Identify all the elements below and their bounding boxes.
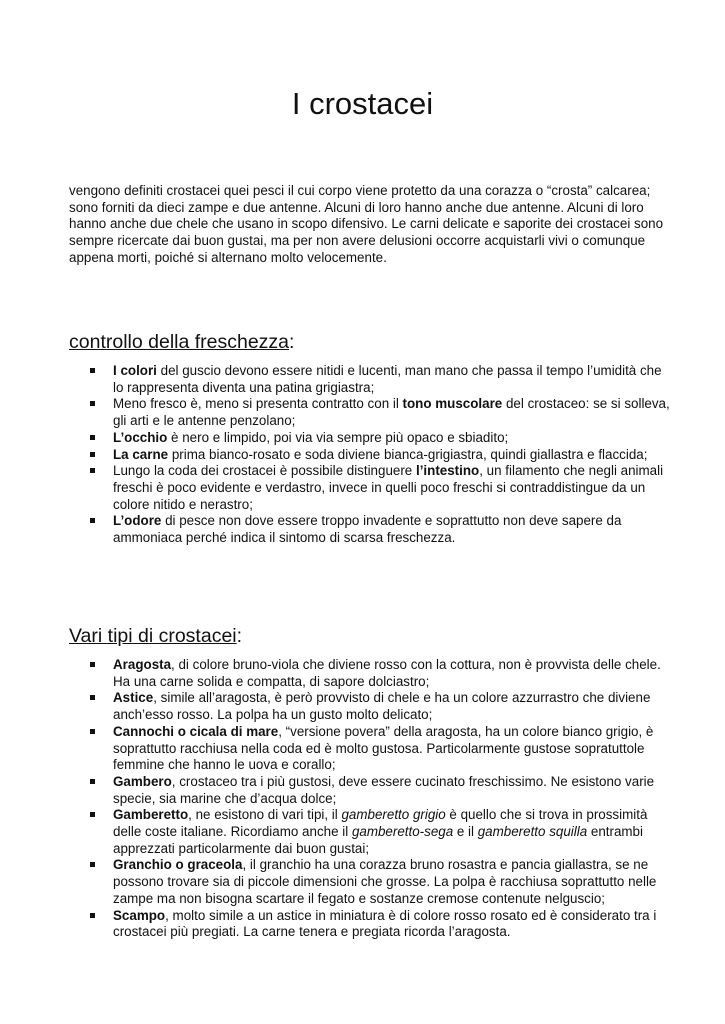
item-text: prima bianco-rosato e soda diviene bianca-grigiastra, quindi giallastra e flaccida;	[168, 446, 648, 462]
list-item	[113, 908, 673, 941]
list-item	[113, 690, 673, 723]
item-term: I colori	[113, 363, 157, 378]
bullet-icon	[90, 452, 95, 457]
page-title: I crostacei	[291, 86, 434, 121]
bullet-icon	[90, 779, 95, 784]
list-item	[113, 774, 673, 807]
item-text: del guscio devono essere nitidi e lucenti, man mano che passa il tempo l’umidità che lo rappresenta diventa una patina grigiastra;	[113, 363, 662, 395]
bullet-icon	[90, 518, 95, 523]
list-item	[113, 447, 673, 464]
section-heading-freshness-text: controllo della freschezza	[69, 331, 290, 353]
item-italic: gamberetto grigio	[341, 807, 446, 823]
item-term: Cannochi o cicala di mare	[113, 723, 279, 739]
list-item	[113, 463, 673, 513]
list-item	[113, 363, 673, 396]
item-term: Granchio o graceola	[113, 857, 243, 873]
item-text: e il	[453, 824, 478, 840]
item-term: Aragosta	[113, 657, 172, 672]
list-item	[113, 857, 673, 907]
freshness-list	[113, 363, 673, 547]
bullet-icon	[90, 812, 95, 817]
item-term: Scampo	[113, 907, 166, 923]
item-italic: gamberetto-sega	[351, 824, 454, 840]
item-text: , “versione povera” della aragosta, ha un colore bianco grigio, è soprattutto racchiusa nella coda ed è molto gustosa. Particolarmente gustose sopratuttole femmine che hanno le uova e corallo;	[113, 723, 654, 773]
list-item	[113, 430, 673, 447]
section-heading-types	[69, 624, 242, 648]
item-term: L’occhio	[113, 429, 168, 445]
list-item	[113, 657, 673, 690]
item-text: Lungo la coda dei crostacei è possibile distinguere	[113, 463, 416, 479]
item-text: è nero e limpido, poi via via sempre più opaco e sbiadito;	[167, 429, 509, 445]
item-term: L’odore	[113, 513, 162, 529]
item-term: tono muscolare	[402, 396, 503, 412]
item-text: , un filamento che negli animali freschi è poco evidente e verdastro, invece in quelli poco freschi si contraddistingue da un colore nitido e nerastro;	[113, 463, 664, 512]
section-heading-types-text: Vari tipi di crostacei	[69, 625, 237, 647]
list-item	[113, 396, 673, 429]
heading-colon: :	[236, 625, 243, 647]
section-heading-freshness	[69, 330, 294, 354]
item-text: , il granchio ha una corazza bruno rosastra e pancia giallastra, se ne possono trovare sia di piccole dimensioni che grosse. La polpa è racchiusa soprattutto nelle zampe ma non bisogna scartare il fegato e sostanze cremose contenute nelguscio;	[113, 857, 657, 906]
bullet-icon	[90, 468, 95, 473]
types-list	[113, 657, 673, 941]
item-term: La carne	[113, 446, 169, 462]
bullet-icon	[90, 695, 95, 700]
bullet-icon	[90, 662, 95, 667]
item-text: , di colore bruno-viola che diviene rosso con la cottura, non è provvista delle chele. Ha una carne solida e compatta, di sapore dolciastro;	[113, 657, 661, 689]
item-italic: gamberetto squilla	[477, 824, 588, 840]
bullet-icon	[90, 862, 95, 867]
intro-paragraph: vengono definiti crostacei quei pesci il cui corpo viene protetto da una corazza o “crosta” calcarea; sono forniti da dieci zampe e due antenne. Alcuni di loro hanno anche due antenne. Alcuni di loro hanno anche due chele che usano in scopo difensivo. Le carni delicate e saporite dei crostacei sono sempre ricercate dai buon gustai, ma per non avere delusioni occorre acquistarli vivi o comunque appena morti, poiché si alternano molto velocemente.	[69, 183, 664, 265]
item-text: del crostaceo: se si solleva, gli arti e le antenne penzolano;	[113, 396, 670, 429]
heading-colon: :	[289, 331, 295, 353]
bullet-icon	[90, 368, 95, 373]
item-text: , molto simile a un astice in miniatura è di colore rosso rosato ed è considerato tra i crostacei più pregiati. La carne tenera e pregiata ricorda l’aragosta.	[113, 907, 657, 940]
bullet-icon	[90, 913, 95, 918]
item-text: di pesce non dove essere troppo invadente e soprattutto non deve sapere da ammoniaca perché indica il sintomo di scarsa freschezza.	[113, 513, 622, 546]
item-term: l’intestino	[415, 463, 480, 479]
item-text: , ne esistono di vari tipi, il	[188, 807, 342, 823]
list-item	[113, 513, 673, 546]
item-term: Gamberetto	[113, 807, 189, 823]
item-text: , simile all’aragosta, è però provvisto di chele e ha un colore azzurrastro che diviene anch’esso rosso. La polpa ha un gusto molto delicato;	[113, 690, 651, 723]
bullet-icon	[90, 435, 95, 440]
bullet-icon	[90, 401, 95, 406]
item-term: Gambero	[113, 773, 172, 789]
item-term: Astice	[113, 690, 154, 706]
item-text: Meno fresco è, meno si presenta contratto con il	[113, 396, 403, 412]
list-item	[113, 724, 673, 774]
bullet-icon	[90, 729, 95, 734]
list-item	[113, 807, 673, 857]
item-text: entrambi apprezzati particolarmente dai buon gustai;	[113, 824, 643, 856]
item-text: , crostaceo tra i più gustosi, deve essere cucinato freschissimo. Ne esistono varie specie, sia marine che d’acqua dolce;	[113, 773, 655, 806]
item-text: è quello che si trova in prossimità delle coste italiane. Ricordiamo anche il	[113, 807, 648, 840]
